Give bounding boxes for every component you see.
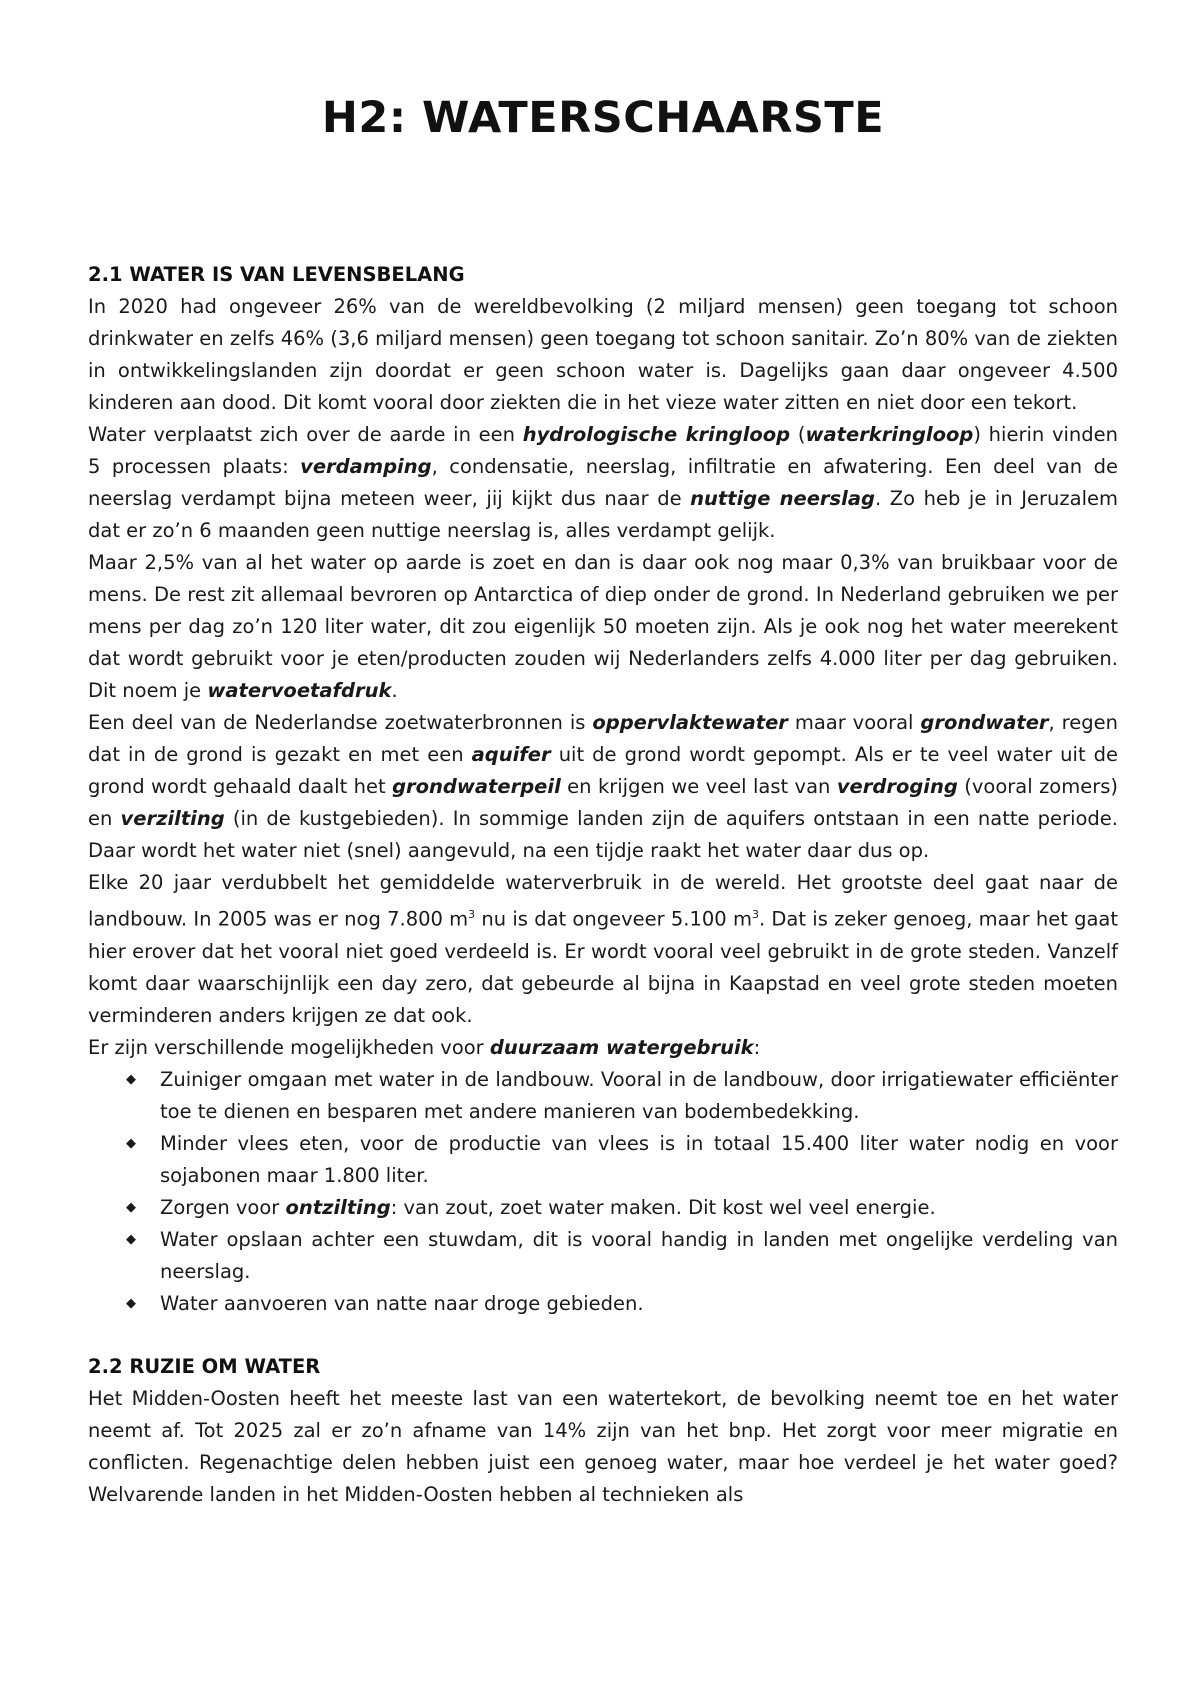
document-body [88, 258, 1118, 1511]
bullet-icon: ◆ [126, 1231, 136, 1247]
paragraph-kringloop: Water verplaatst zich over de aarde in een hydrologische kringloop (waterkringloop) hierin vinden 5 processen plaats: verdamping, condensatie, neerslag, infiltratie en afwatering. Een deel van de neerslag verdampt bijna meteen weer, jij kijkt dus naar de nuttige neerslag. Zo heb je in Jeruzalem dat er zo’n 6 maanden geen nuttige neerslag is, alles verdampt gelijk. [88, 423, 1119, 542]
section-heading-2-2: 2.2 RUZIE OM WATER [88, 1354, 321, 1378]
paragraph-waterverbruik: Elke 20 jaar verdubbelt het gemiddelde waterverbruik in de wereld. Het grootste deel gaat naar de landbouw. In 2005 was er nog 7.800 $m^3$ nu is dat ongeveer 5.100 $m^3$. Dat is zeker genoeg, maar het gaat hier erover dat het vooral niet goed verdeeld is. Er wordt vooral veel gebruikt in de grote steden. Vanzelf komt daar waarschijnlijk een day zero, dat gebeurde al bijna in Kaapstad en veel grote steden moeten verminderen anders krijgen ze dat ook. [88, 871, 1119, 1027]
list-item: ◆ Minder vlees eten, voor de productie van vlees is in totaal 15.400 liter water nodig en voor sojabonen maar 1.800 liter. [88, 1128, 1118, 1192]
list-item: ◆ Water aanvoeren van natte naar droge gebieden. [88, 1288, 1118, 1320]
keyword: grondwater [920, 711, 1049, 734]
keyword: verdamping [300, 455, 432, 478]
page-title: H2: WATERSCHAARSTE [321, 93, 885, 143]
keyword: nuttige neerslag [690, 487, 875, 510]
keyword: verzilting [120, 807, 225, 830]
keyword: duurzaam watergebruik [489, 1035, 754, 1059]
keyword: ontzilting [285, 1195, 391, 1219]
keyword: oppervlaktewater [592, 711, 788, 734]
list-item: ◆ Zuiniger omgaan met water in de landbouw. Vooral in de landbouw, door irrigatiewater efficiënter toe te dienen en besparen met andere manieren van bodembedekking. [88, 1064, 1118, 1128]
keyword: verdroging [836, 775, 958, 798]
list-item: ◆ Water opslaan achter een stuwdam, dit is vooral handig in landen met ongelijke verdeling van neerslag. [88, 1224, 1118, 1288]
keyword: hydrologische kringloop [522, 423, 791, 446]
bullet-icon: ◆ [126, 1199, 136, 1215]
paragraph-zoet-water: Maar 2,5% van al het water op aarde is zoet en dan is daar ook nog maar 0,3% van bruikbaar voor de mens. De rest zit allemaal bevroren op Antarctica of diep onder de grond. In Nederland gebruiken we per mens per dag zo’n 120 liter water, dit zou eigenlijk 50 moeten zijn. Als je ook nog het water meerekent dat wordt gebruikt voor je eten/producten zouden wij Nederlanders zelfs 4.000 liter per dag gebruiken. Dit noem je watervoetafdruk. [88, 551, 1118, 702]
list-item: ◆ Zorgen voor ontzilting: van zout, zoet water maken. Dit kost wel veel energie. [88, 1192, 1118, 1224]
bullet-list [88, 1064, 1118, 1320]
keyword: waterkringloop [805, 423, 974, 446]
section-heading-2-1: 2.1 WATER IS VAN LEVENSBELANG [88, 263, 465, 286]
paragraph-duurzaam: Er zijn verschillende mogelijkheden voor duurzaam watergebruik: [88, 1035, 761, 1059]
bullet-icon: ◆ [126, 1135, 136, 1151]
bullet-icon: ◆ [126, 1295, 136, 1311]
paragraph-midden-oosten: Het Midden-Oosten heeft het meeste last van een watertekort, de bevolking neemt toe en het water neemt af. Tot 2025 zal er zo’n afname van 14% zijn van het bnp. Het zorgt voor meer migratie en conflicten. Regenachtige delen hebben juist een genoeg water, maar hoe verdeel je het water goed? Welvarende landen in het Midden-Oosten hebben al technieken als [88, 1386, 1118, 1506]
keyword: aquifer [471, 743, 551, 766]
keyword: grondwaterpeil [392, 775, 561, 798]
keyword: watervoetafdruk [207, 679, 392, 702]
paragraph-drinkwater: In 2020 had ongeveer 26% van de wereldbevolking (2 miljard mensen) geen toegang tot schoon drinkwater en zelfs 46% (3,6 miljard mensen) geen toegang tot schoon sanitair. Zo’n 80% van de ziekten in ontwikkelingslanden zijn doordat er geen schoon water is. Dagelijks gaan daar ongeveer 4.500 kinderen aan dood. Dit komt vooral door ziekten die in het vieze water zitten en niet door een tekort. [88, 295, 1118, 414]
bullet-icon: ◆ [126, 1071, 136, 1087]
paragraph-zoetwaterbronnen: Een deel van de Nederlandse zoetwaterbronnen is oppervlaktewater maar vooral grondwater, regen dat in de grond is gezakt en met een aquifer uit de grond wordt gepompt. Als er te veel water uit de grond wordt gehaald daalt het grondwaterpeil en krijgen we veel last van verdroging (vooral zomers) en verzilting (in de kustgebieden). In sommige landen zijn de aquifers ontstaan in een natte periode. Daar wordt het water niet (snel) aangevuld, na een tijdje raakt het water daar dus op. [88, 711, 1119, 862]
